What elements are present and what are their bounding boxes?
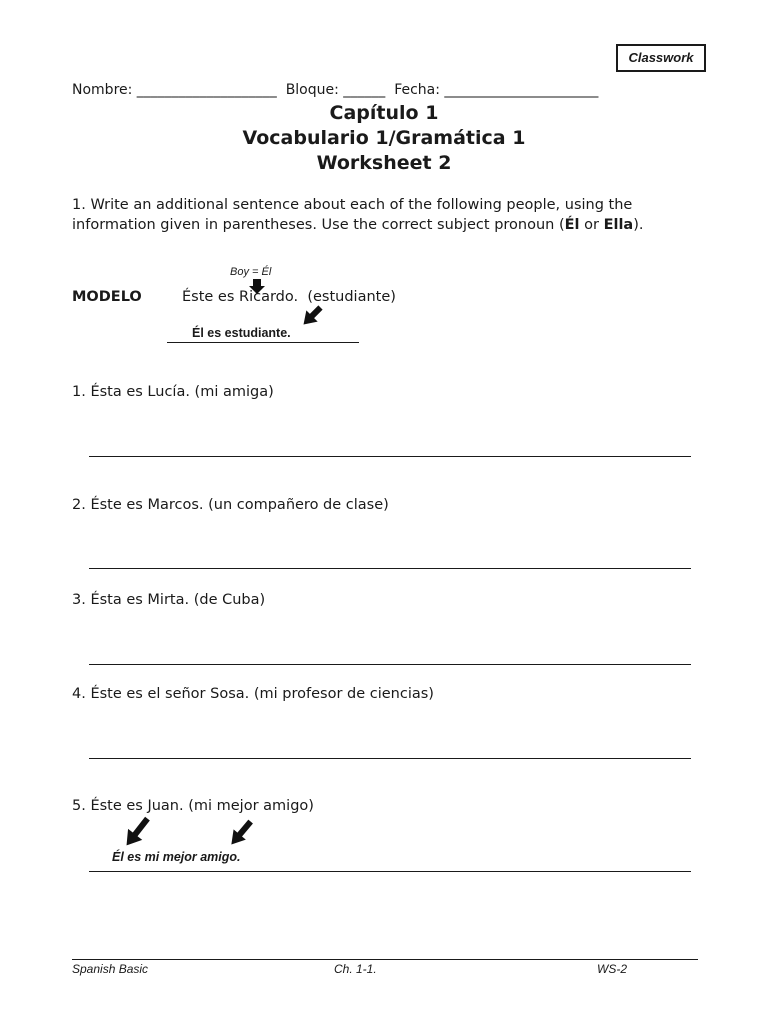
diagonal-arrow-icon: [122, 815, 152, 849]
question-2: 2. Éste es Marcos. (un compañero de clase): [72, 497, 389, 513]
answer-line-2: [89, 568, 691, 569]
model-label: MODELO: [72, 289, 142, 305]
model-hint: Boy = Él: [230, 266, 272, 278]
pronoun-el: Él: [564, 217, 580, 233]
diagonal-arrow-icon: [300, 304, 324, 328]
classwork-badge: Classwork: [616, 44, 706, 72]
chapter-title: Capítulo 1: [329, 102, 439, 124]
answer-line-3: [89, 664, 691, 665]
instructions: [72, 195, 702, 235]
instructions-end: ).: [633, 217, 644, 233]
worksheet-title: Worksheet 2: [316, 152, 452, 174]
pronoun-ella: Ella: [603, 217, 634, 233]
question-5-answer: Él es mi mejor amigo.: [112, 850, 241, 864]
footer-rule: [72, 959, 698, 960]
model-answer: Él es estudiante.: [192, 326, 291, 340]
footer-code: WS-2: [597, 962, 627, 976]
question-3: 3. Ésta es Mirta. (de Cuba): [72, 592, 266, 608]
student-info-line: Nombre: ____________________ Bloque: ______ Fecha: ______________________: [72, 82, 599, 98]
diagonal-arrow-icon: [227, 818, 255, 848]
instructions-or: or: [579, 217, 604, 233]
answer-line-1: [89, 456, 691, 457]
model-answer-line: [167, 342, 359, 343]
question-5: 5. Éste es Juan. (mi mejor amigo): [72, 798, 314, 814]
instructions-text: 1. Write an additional sentence about each of the following people, using the information given in parentheses. Use the correct subject pronoun (: [72, 197, 633, 233]
answer-line-4: [89, 758, 691, 759]
footer-course: Spanish Basic: [72, 962, 149, 976]
answer-line-5: [89, 871, 691, 872]
section-title: Vocabulario 1/Gramática 1: [242, 127, 526, 149]
question-1: 1. Ésta es Lucía. (mi amiga): [72, 384, 274, 400]
model-sentence: Éste es Ricardo. (estudiante): [182, 289, 396, 305]
question-4: 4. Éste es el señor Sosa. (mi profesor de ciencias): [72, 686, 434, 702]
footer-chapter: Ch. 1-1.: [334, 962, 377, 976]
